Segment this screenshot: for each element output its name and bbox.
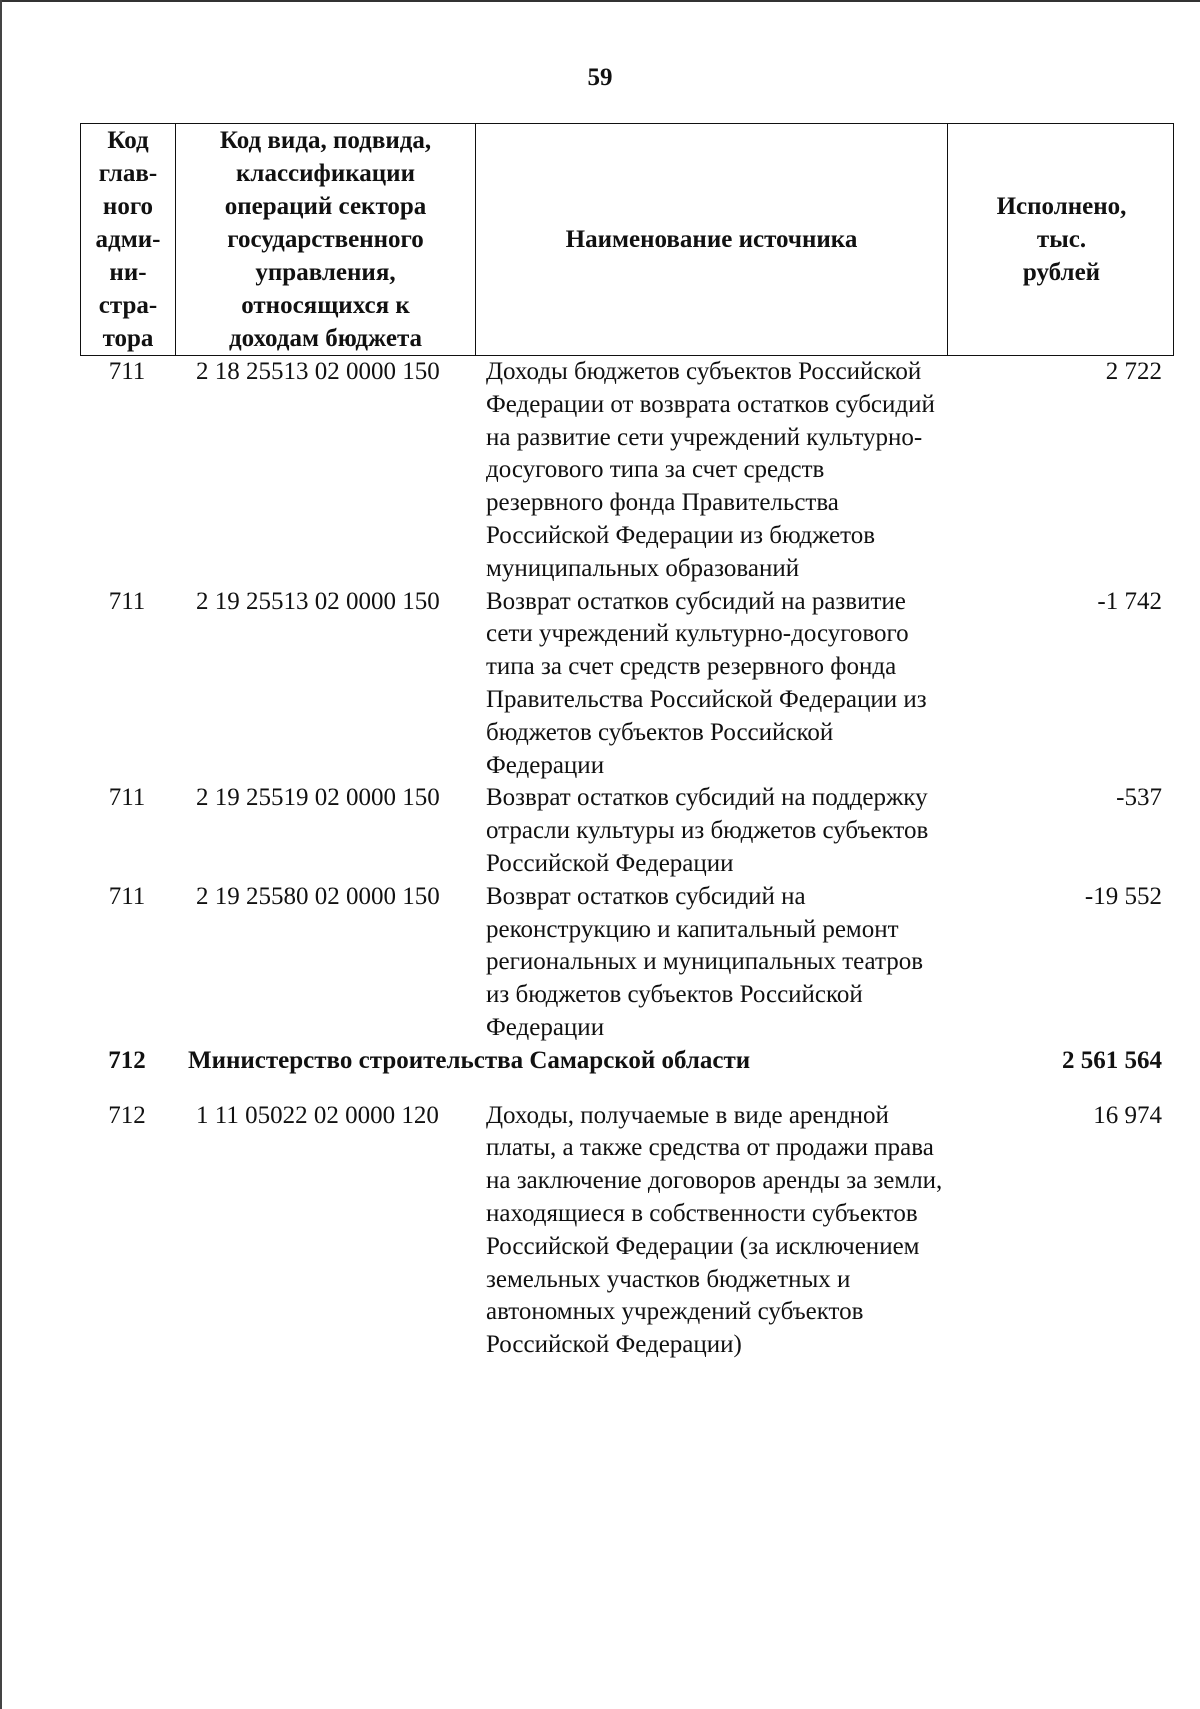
admin-code-cell: 711: [108, 882, 146, 910]
executed-value-cell: -19 552: [1084, 882, 1162, 910]
header-executed: Исполнено, тыс. рублей: [947, 124, 1175, 355]
income-table: [80, 123, 1174, 1362]
scan-edge-top: [0, 0, 1200, 2]
table-row: [80, 356, 1174, 586]
admin-code-cell: 712: [108, 1101, 146, 1129]
admin-code-cell: 711: [108, 784, 146, 812]
ministry-title: Министерство строительства Самарской области: [188, 1046, 751, 1074]
header-source-name: Наименование источника: [475, 124, 947, 355]
source-name-cell: Доходы, получаемые в виде арендной платы, а также средства от продажи права на заключение договоров аренды за земли, находящиеся в собственности субъектов Российской Федерации (за исключением земельных участков бюджетных и автономных учреждений субъектов Российской Федерации): [486, 1101, 943, 1359]
table-header: [80, 123, 1174, 356]
table-row: [80, 881, 1174, 1045]
table-row: [80, 1100, 1174, 1362]
executed-value-cell: -537: [1116, 784, 1162, 812]
ministry-total: 2 561 564: [1062, 1046, 1162, 1074]
executed-value-cell: 16 974: [1093, 1101, 1162, 1129]
source-name-cell: Возврат остатков субсидий на развитие сети учреждений культурно-досугового типа за счет средств резервного фонда Правительства Российской Федерации из бюджетов субъектов Российской Федерации: [486, 587, 927, 779]
executed-value-cell: 2 722: [1105, 358, 1162, 385]
type-code-cell: 2 19 25519 02 0000 150: [196, 784, 440, 812]
type-code-cell: 2 19 25513 02 0000 150: [196, 587, 440, 615]
admin-code-cell: 711: [108, 587, 146, 615]
type-code-cell: 1 11 05022 02 0000 120: [196, 1101, 439, 1129]
source-name-cell: Доходы бюджетов субъектов Российской Федерации от возврата остатков субсидий на развитие сети учреждений культурно-досугового типа за счет средств резервного фонда Правительства Российской Федерации из бюджетов муниципальных образований: [486, 358, 935, 582]
type-code-cell: 2 18 25513 02 0000 150: [196, 358, 440, 385]
type-code-cell: 2 19 25580 02 0000 150: [196, 882, 440, 910]
header-type-code: Код вида, подвида, классификации операций сектора государственного управления, относящихся к доходам бюджета: [175, 124, 475, 355]
admin-code-cell: 711: [108, 358, 146, 385]
header-admin-code: Код глав- ного адми- ни- стра- тора: [95, 127, 161, 352]
table-row: [80, 782, 1174, 880]
scan-edge-left: [0, 0, 2, 1709]
table-row: [80, 586, 1174, 783]
ministry-admin-code: 712: [108, 1046, 146, 1074]
executed-value-cell: -1 742: [1097, 587, 1162, 615]
ministry-row: [80, 1045, 1174, 1078]
source-name-cell: Возврат остатков субсидий на поддержку отрасли культуры из бюджетов субъектов Российской Федерации: [486, 784, 929, 877]
source-name-cell: Возврат остатков субсидий на реконструкцию и капитальный ремонт региональных и муниципальных театров из бюджетов субъектов Российской Федерации: [486, 882, 923, 1041]
page-number: 59: [587, 64, 613, 91]
